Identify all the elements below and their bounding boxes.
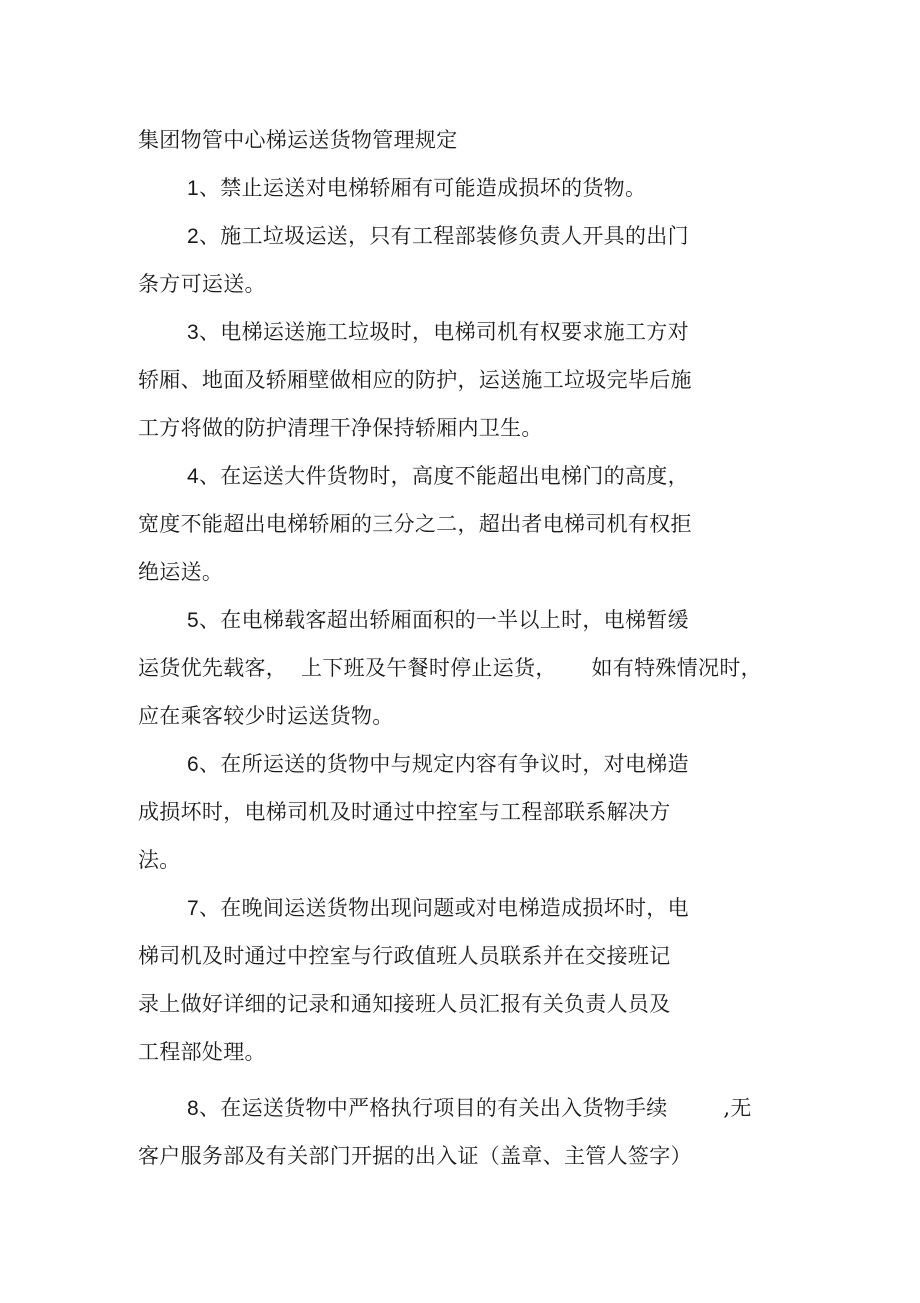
rule-item-1 — [187, 176, 646, 201]
rule-item-7 — [187, 896, 689, 921]
rule-item-8-line — [138, 1144, 692, 1168]
rule-item-6-line — [138, 848, 181, 872]
rule-text: 法。 — [138, 848, 181, 872]
rule-item-4-line — [138, 512, 692, 536]
rule-text: 梯司机及时通过中控室与行政值班人员联系并在交接班记 — [138, 944, 671, 968]
rule-text: 应在乘客较少时运送货物。 — [138, 704, 394, 728]
rule-item-5-line — [138, 656, 762, 680]
rule-item-5-line — [138, 704, 394, 728]
rule-item-8 — [187, 1096, 752, 1121]
rule-number: 1 — [187, 177, 199, 200]
rule-item-2-line — [138, 272, 266, 296]
rule-item-4 — [187, 464, 689, 489]
rule-text: 、电梯运送施工垃圾时，电梯司机有权要求施工方对 — [198, 320, 689, 344]
rule-number: 3 — [187, 321, 199, 344]
rule-text: 宽度不能超出电梯轿厢的三分之二，超出者电梯司机有权拒 — [138, 512, 692, 536]
rule-text: 工方将做的防护清理干净保持轿厢内卫生。 — [138, 416, 543, 440]
rule-item-6 — [187, 752, 689, 777]
rule-text: 、在电梯载客超出轿厢面积的一半以上时，电梯暂缓 — [198, 608, 689, 632]
rule-number: 5 — [187, 609, 199, 632]
rule-item-5 — [187, 608, 689, 633]
rule-number: 6 — [187, 753, 199, 776]
rule-item-7-line — [138, 944, 671, 968]
rule-item-7-line — [138, 992, 671, 1016]
rule-text: 工程部处理。 — [138, 1040, 266, 1064]
rule-item-4-line — [138, 560, 223, 584]
rule-item-3-line — [138, 416, 543, 440]
rule-number: 2 — [187, 225, 199, 248]
rule-text: 录上做好详细的记录和通知接班人员汇报有关负责人员及 — [138, 992, 671, 1016]
rule-text: 轿厢、地面及轿厢壁做相应的防护，运送施工垃圾完毕后施 — [138, 368, 692, 392]
rule-text: 、禁止运送对电梯轿厢有可能造成损坏的货物。 — [198, 176, 647, 200]
rule-item-3-line — [138, 368, 692, 392]
rule-text: 条方可运送。 — [138, 272, 266, 296]
rule-text: 、施工垃圾运送，只有工程部装修负责人开具的出门 — [198, 224, 689, 248]
rule-text: 客户服务部及有关部门开据的出入证（盖章、主管人签字） — [138, 1144, 692, 1168]
document-title: 集团物管中心梯运送货物管理规定 — [138, 128, 458, 152]
rule-number: 7 — [187, 897, 199, 920]
rule-number: 4 — [187, 465, 199, 488]
rule-text: 、在晚间运送货物出现问题或对电梯造成损坏时，电 — [198, 896, 689, 920]
rule-text: 成损坏时，电梯司机及时通过中控室与工程部联系解决方 — [138, 800, 671, 824]
rule-text: 运货优先载客， 上下班及午餐时停止运货， 如有特殊情况时， — [138, 656, 762, 680]
rule-item-6-line — [138, 800, 671, 824]
rule-text: 、在运送货物中严格执行项目的有关出入货物手续 ,无 — [198, 1096, 752, 1120]
rule-text: 、在运送大件货物时，高度不能超出电梯门的高度， — [198, 464, 689, 488]
rule-number: 8 — [187, 1097, 199, 1120]
rule-text: 、在所运送的货物中与规定内容有争议时，对电梯造 — [198, 752, 689, 776]
rule-item-7-line — [138, 1040, 266, 1064]
rule-text: 绝运送。 — [138, 560, 224, 584]
rule-item-2 — [187, 224, 689, 249]
rule-item-3 — [187, 320, 689, 345]
